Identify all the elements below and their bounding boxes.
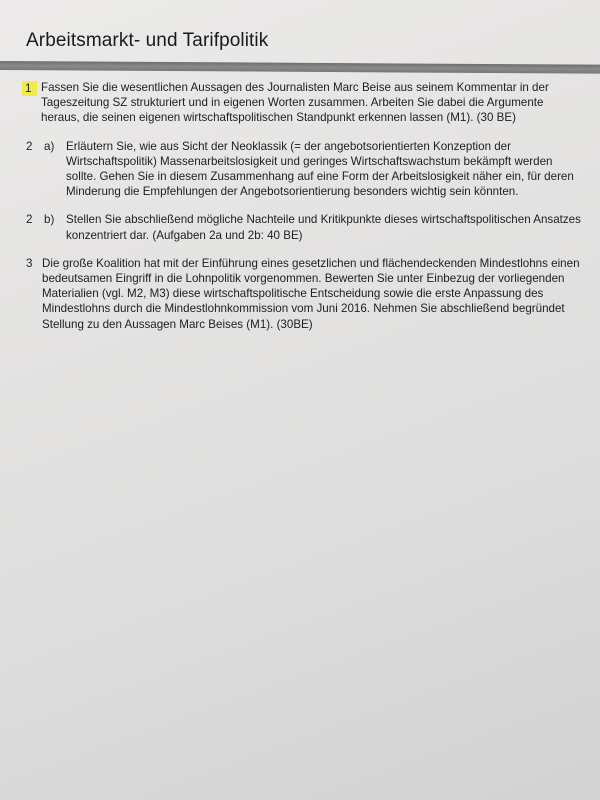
task-number: 2 bbox=[26, 139, 33, 153]
task-list bbox=[22, 80, 582, 345]
task-item-3 bbox=[22, 256, 582, 332]
task-subpart: a) bbox=[44, 139, 55, 153]
task-number: 2 bbox=[26, 213, 33, 227]
task-text: Fassen Sie die wesentlichen Aussagen des Journalisten Marc Beise aus seinem Kommentar in der Tageszeitung SZ strukturiert und in eigenen Worten zusammen. Arbeiten Sie dabei die Argumente heraus, die seinen eigenen wirtschaftspolitischen Standpunkt erkennen lassen (M1). (30 BE) bbox=[41, 81, 549, 125]
task-subpart: b) bbox=[44, 213, 55, 227]
task-number-highlighted: 1 bbox=[22, 81, 37, 96]
task-text: Stellen Sie abschließend mögliche Nachteile und Kritikpunkte dieses wirtschaftspolitischen Ansatzes konzentriert dar. (Aufgaben 2a und 2b: 40 BE) bbox=[66, 213, 581, 242]
page-title: Arbeitsmarkt- und Tarifpolitik bbox=[26, 30, 269, 51]
title-rule-divider bbox=[0, 61, 600, 74]
task-number: 3 bbox=[26, 256, 33, 270]
task-item-1 bbox=[22, 80, 582, 126]
task-text: Erläutern Sie, wie aus Sicht der Neoklassik (= der angebotsorientierten Konzeption der Wirtschaftspolitik) Massenarbeitslosigkeit und geringes Wirtschaftswachstum bekämpft werden sollte. Gehen Sie in diesem Zusammenhang auf eine Form der Arbeitslosigkeit näher ein, für deren Minderung die Empfehlungen der Angebotsorientierung besonders wichtig sein könnten. bbox=[66, 139, 574, 199]
task-item-2b bbox=[22, 212, 582, 242]
task-item-2a bbox=[22, 139, 582, 200]
task-text: Die große Koalition hat mit der Einführung eines gesetzlichen und flächendeckenden Mindestlohns einen bedeutsamen Eingriff in die Lohnpolitik vorgenommen. Bewerten Sie unter Einbezug der vorliegenden Materialien (vgl. M2, M3) diese wirtschaftspolitische Entscheidung sowie die erste Anpassung des Mindestlohns durch die Mindestlohnkommission vom Juni 2016. Nehmen Sie abschließend begründet Stellung zu den Aussagen Marc Beises (M1). (30BE) bbox=[42, 256, 580, 331]
